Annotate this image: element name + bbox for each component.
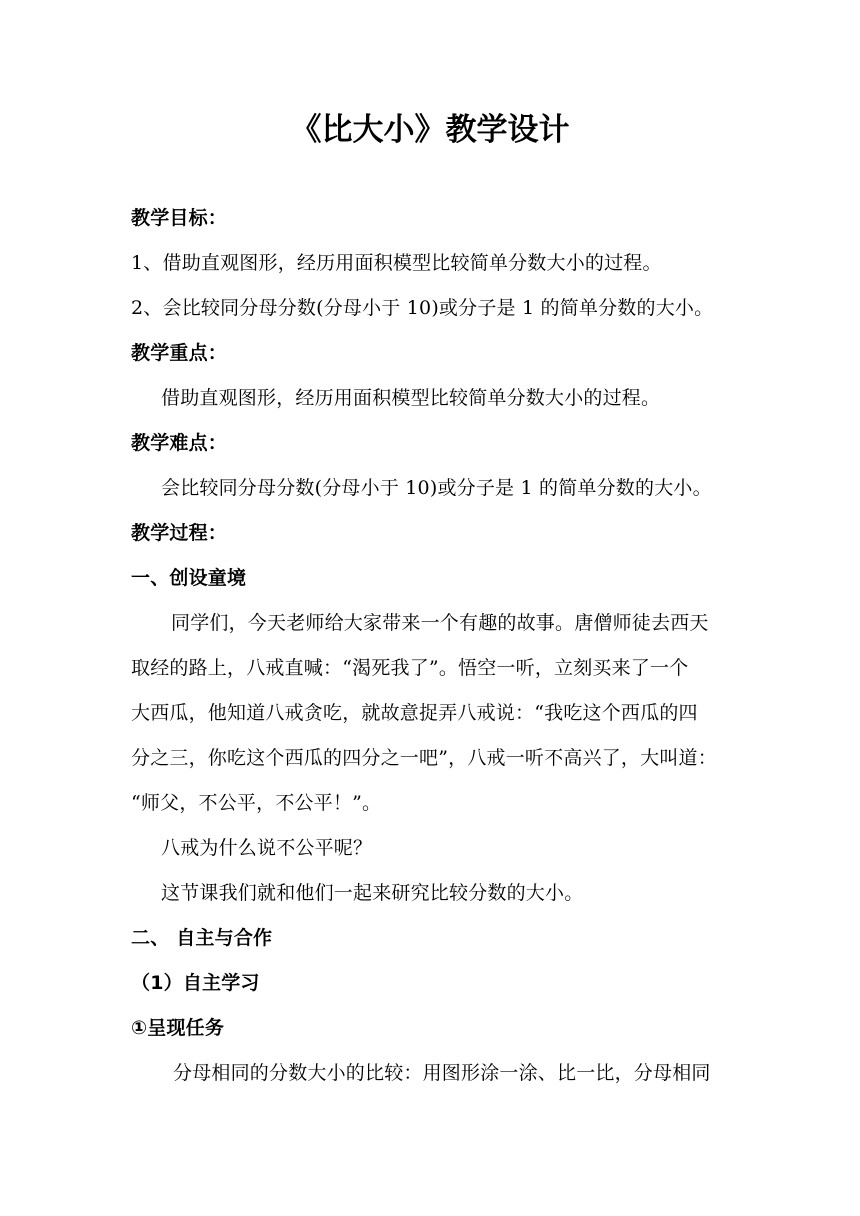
subsection-1-heading: （1）自主学习 xyxy=(131,972,260,994)
story-line-3: 大西瓜，他知道八戒贪吃，就故意捉弄八戒说：“我吃这个西瓜的四 xyxy=(131,702,698,724)
story-line-2: 取经的路上，八戒直喊：“渴死我了”。悟空一听，立刻买来了一个 xyxy=(131,657,689,679)
section-1-heading: 一、创设童境 xyxy=(131,567,247,589)
objectives-heading: 教学目标： xyxy=(131,207,228,229)
task-heading: ①呈现任务 xyxy=(131,1017,225,1039)
key-points-heading: 教学重点： xyxy=(131,342,228,364)
task-line-1: 分母相同的分数大小的比较：用图形涂一涂、比一比，分母相同 xyxy=(173,1062,711,1084)
objective-1: 1、借助直观图形，经历用面积模型比较简单分数大小的过程。 xyxy=(131,252,662,274)
question-line: 八戒为什么说不公平呢？ xyxy=(161,837,373,859)
document-title: 《比大小》教学设计 xyxy=(290,112,570,148)
story-line-1: 同学们，今天老师给大家带来一个有趣的故事。唐僧师徒去西天 xyxy=(171,612,709,634)
story-line-4: 分之三，你吃这个西瓜的四分之一吧”，八戒一听不高兴了，大叫道： xyxy=(131,747,717,769)
intro-line: 这节课我们就和他们一起来研究比较分数的大小。 xyxy=(161,882,584,904)
difficulty-heading: 教学难点： xyxy=(131,432,228,454)
process-heading: 教学过程： xyxy=(131,522,228,544)
section-2-heading: 二、 自主与合作 xyxy=(131,927,273,949)
objective-2: 2、会比较同分母分数(分母小于 10)或分子是 1 的简单分数的大小。 xyxy=(131,297,714,319)
key-points-text: 借助直观图形，经历用面积模型比较简单分数大小的过程。 xyxy=(161,387,661,409)
story-line-5: “师父，不公平，不公平！”。 xyxy=(131,792,382,814)
difficulty-text: 会比较同分母分数(分母小于 10)或分子是 1 的简单分数的大小。 xyxy=(161,477,712,499)
